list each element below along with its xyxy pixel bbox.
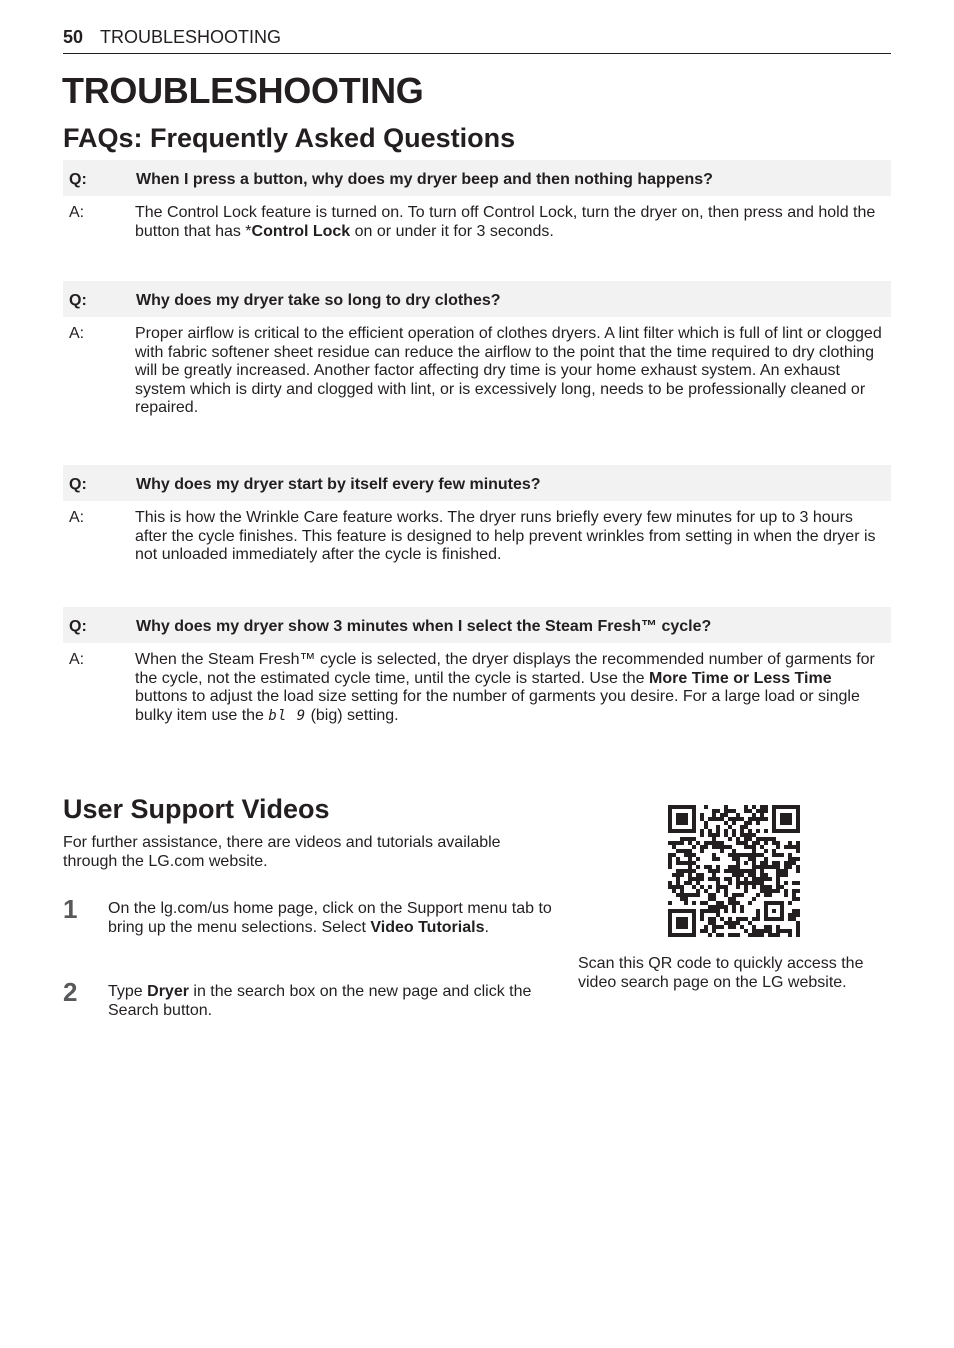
step-number: 1	[63, 894, 78, 924]
faq-answer	[63, 651, 891, 725]
faq-question	[63, 607, 891, 643]
page-title: TROUBLESHOOTING	[62, 70, 424, 111]
step-number: 2	[63, 977, 78, 1007]
question-text: Why does my dryer take so long to dry clothes?	[136, 292, 501, 309]
question-text: Why does my dryer show 3 minutes when I select the Steam Fresh™ cycle?	[136, 618, 712, 635]
page-number: 50	[63, 27, 84, 47]
page-header	[63, 27, 891, 54]
faq-answer	[63, 325, 891, 418]
faq-answer	[63, 204, 891, 241]
faq-item-1	[63, 160, 891, 241]
a-label: A:	[69, 325, 85, 342]
videos-heading: User Support Videos	[63, 794, 330, 824]
q-label: Q:	[69, 292, 87, 309]
answer-text: This is how the Wrinkle Care feature works. The dryer runs briefly every few minutes for up to 3 hours after the cycle finishes. This feature is designed to help prevent wrinkles from setting in when the dryer is not unloaded immediately after the cycle is finished.	[135, 509, 876, 563]
answer-text: The Control Lock feature is turned on. To turn off Control Lock, turn the dryer on, then press and hold the button that has *Control Lock on or under it for 3 seconds.	[135, 204, 876, 240]
q-label: Q:	[69, 618, 87, 635]
qr-code-icon	[668, 805, 800, 937]
big-display-glyph: bl 9	[268, 707, 307, 724]
faq-item-4	[63, 607, 891, 725]
step-2	[63, 977, 563, 1020]
answer-text: When the Steam Fresh™ cycle is selected, the dryer displays the recommended number of garments for the cycle, not the estimated cycle time, until the cycle is started. Use the More Time or Less Time buttons to adjust the load size setting for the number of garments you desire. For a large load or single bulky item use the bl 9 (big) setting.	[135, 651, 875, 724]
step-text: Type Dryer in the search box on the new page and click the Search button.	[108, 983, 532, 1019]
faq-item-2	[63, 281, 891, 418]
question-text: Why does my dryer start by itself every few minutes?	[136, 476, 541, 493]
faq-answer	[63, 509, 891, 565]
faq-question	[63, 281, 891, 317]
answer-text: Proper airflow is critical to the efficient operation of clothes dryers. A lint filter which is full of lint or clogged with fabric softener sheet residue can reduce the airflow to the point that the time required to dry clothing will be greatly increased. Another factor affecting dry time is your home exhaust system. An exhaust system which is dirty and clogged with lint, or is excessively long, needs to be professionally cleaned or repaired.	[135, 325, 882, 416]
question-text: When I press a button, why does my dryer beep and then nothing happens?	[136, 171, 713, 188]
step-1	[63, 894, 563, 937]
qr-caption: Scan this QR code to quickly access the video search page on the LG website.	[578, 955, 864, 991]
faq-question	[63, 160, 891, 196]
faq-question	[63, 465, 891, 501]
q-label: Q:	[69, 476, 87, 493]
a-label: A:	[69, 509, 85, 526]
header-section: TROUBLESHOOTING	[100, 27, 282, 47]
a-label: A:	[69, 651, 85, 668]
videos-intro: For further assistance, there are videos and tutorials available through the LG.com website.	[63, 834, 501, 870]
q-label: Q:	[69, 171, 87, 188]
a-label: A:	[69, 204, 85, 221]
faq-heading: FAQs: Frequently Asked Questions	[63, 123, 516, 153]
step-text: On the lg.com/us home page, click on the Support menu tab to bring up the menu selections. Select Video Tutorials.	[108, 900, 552, 936]
faq-item-3	[63, 465, 891, 565]
